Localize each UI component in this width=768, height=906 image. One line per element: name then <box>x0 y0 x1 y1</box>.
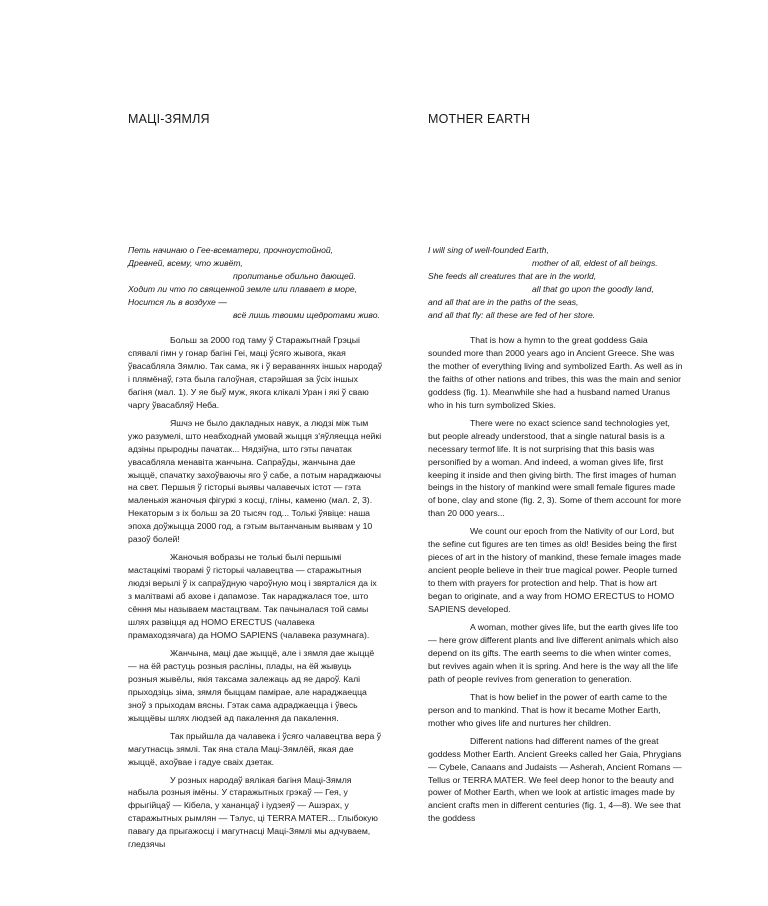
paragraph: There were no exact science sand technologies yet, but people already understood, that a single natural basis is a necessary termof life. It is not surprising that this basis was personified by a woman. And indeed, a woman gives life, first keeping it inside and then giving birth. The first images of human beings in the history of mankind were small female figures made of bone, clay and stone (fig. 2, 3). Some of them account for more than 20 000 years... <box>428 417 682 519</box>
poem-line: mother of all, eldest of all beings. <box>532 257 658 268</box>
poem-line: and all that fly: all these are fed of her store. <box>428 309 596 320</box>
paragraph: That is how a hymn to the great goddess Gaia sounded more than 2000 years ago in Ancient Greece. She was the mother of everything living and symbolized Earth. As well as in the faiths of other nations and tribes, this was the main and senior goddess (fig. 1). Meanwhile she had a husband named Uranus who in his turn symbolized Skies. <box>428 335 683 410</box>
poem-line: She feeds all creatures that are in the world, <box>428 270 597 281</box>
paragraph: That is how belief in the power of earth came to the person and to mankind. That is how it became Mother Earth, mother who gives life and nurtures her children. <box>428 691 668 728</box>
page-title-belarusian: МАЦІ-ЗЯМЛЯ <box>128 112 210 126</box>
body-text-english <box>428 334 683 830</box>
paragraph: Жаночыя вобразы не толькі былі першымі мастацкімі творамі ў гісторыі чалавецтва — старажытныя людзі верылі ў іх сапраўдную чароўную моц і звярталіся да іх з малітвамі аб ахове і дапамозе. Так нараджалася тое, што сёння мы называем мастацтвам. Так пачыналася той самы шлях развіцця ад HOMO ERECTUS (чалавека прамаходзячага) да HOMO SAPIENS (чалавека разумнага). <box>128 552 377 640</box>
poem-line: Древней, всему, что живёт, <box>128 257 243 268</box>
paragraph: Так прыйшла да чалавека і ўсяго чалавецтва вера ў магутнасць зямлі. Так яна стала Маці-Зямлёй, якая дае жыццё, ахоўвае і гадуе сваіх дзетак. <box>128 730 382 767</box>
poem-line: Носится ль в воздухе — <box>128 296 227 307</box>
poem-line: all that go upon the goodly land, <box>532 283 654 294</box>
poem-line: I will sing of well-founded Earth, <box>428 245 549 255</box>
page-title-english: MOTHER EARTH <box>428 112 531 126</box>
epigraph-poem-english <box>428 244 683 321</box>
epigraph-poem-russian <box>128 244 383 321</box>
paragraph: Жанчына, маці дае жыццё, але і зямля дае жыццё — на ёй растуць розныя расліны, плады, на ёй жывуць розныя жывёлы, якія таксама залежаць ад яе дароў. Калі прыходзіць зіма, зямля быццам паміраe, але нараджаецца зноў з прыходам вясны. Гэтак сама адраджаецца і ўвесь жыццёвы шлях людзей ад пакалення да пакалення. <box>128 647 375 723</box>
poem-line: Петь начинаю о Гее-всематери, прочноустойной, <box>128 245 334 255</box>
paragraph: We count our epoch from the Nativity of our Lord, but the sefine cut figures are ten times as old! Besides being the first pieces of art in the history of mankind, these female images made ancient people believe in their true magical power. People turned to them with prayers for protection and help. That is how art began to originate, and a way from HOMO ERECTUS to HOMO SAPIENS developed. <box>428 526 682 615</box>
poem-line: and all that are in the paths of the seas, <box>428 296 579 307</box>
body-text-belarusian <box>128 334 383 856</box>
paragraph: A woman, mother gives life, but the earth gives life too — here grow different plants and live different animals which also depend on its gifts. The earth seems to die when winter comes, but revives again when it is spring. And here is the way all the life path of people revives from generation to generation. <box>428 622 679 684</box>
paragraph: У розных народаў вялікая багіня Маці-Зямля набыла розныя імёны. У старажытных грэкаў — Гея, у фрыгійцаў — Кібела, у хананцаў і іудзеяў — Ашэрах, у старажытных рымлян — Тэлус, ці TERRA MATER... Глыбокую павагу да прыгажосці і магутнасці Маці-Зямлі мы адчуваем, гледзячы <box>128 774 378 850</box>
paragraph: Different nations had different names of the great goddess Mother Earth. Ancient Greeks called her Gaia, Phrygians — Cybele, Canaans and Judaists — Asherah, Ancient Romans — Tellus or TERRA MATER. We feel deep honor to the beauty and power of Mother Earth, when we look at artistic images made by ancient crafts men in different centuries (fig. 1, 4—8). We see that the goddess <box>428 735 682 824</box>
poem-line: Ходит ли что по священной земле или плавает в море, <box>128 283 358 294</box>
paragraph: Больш за 2000 год таму ў Старажытнай Грэцыі спявалі гімн у гонар багіні Геі, маці ўсяго жывога, якая ўвасабляла Зямлю. Так сама, як і ў вераваннях іншых народаў і плямёнаў, гэта была галоўная, старэйшая за ўсіх іншых багіня (мал. 1). У яе быў муж, якога клікалі Уран і які ў сваю чаргу ўвасабляў Неба. <box>128 335 383 410</box>
paragraph: Яшчэ не было дакладных навук, а людзі між тым ужо разумелі, што неабходнай умовай жыцця з'яўляецца нейкі адзіны прыродны пачатак... Нядзіўна, што гэты пачатак увасабляла менавіта жанчына. Сапраўды, жанчына дае жыццё, спачатку захоўваючы яго ў сабе, а потым нараджаючы на свет. Першыя ў гісторыі выявы чалавечых істот — гэта маленькія жаночыя фігуркі з косці, гліны, каменю (мал. 2, 3). Некаторым з іх больш за 20 тысяч год... Толькі ўявіце: наша эпоха доўжыцца 2000 год, а гэтым вытанчаным выявам у 10 разоў болей! <box>128 417 382 545</box>
poem-line: пропитанье обильно дающей. <box>233 270 356 281</box>
poem-line: всё лишь твоими щедротами живо. <box>233 309 380 320</box>
